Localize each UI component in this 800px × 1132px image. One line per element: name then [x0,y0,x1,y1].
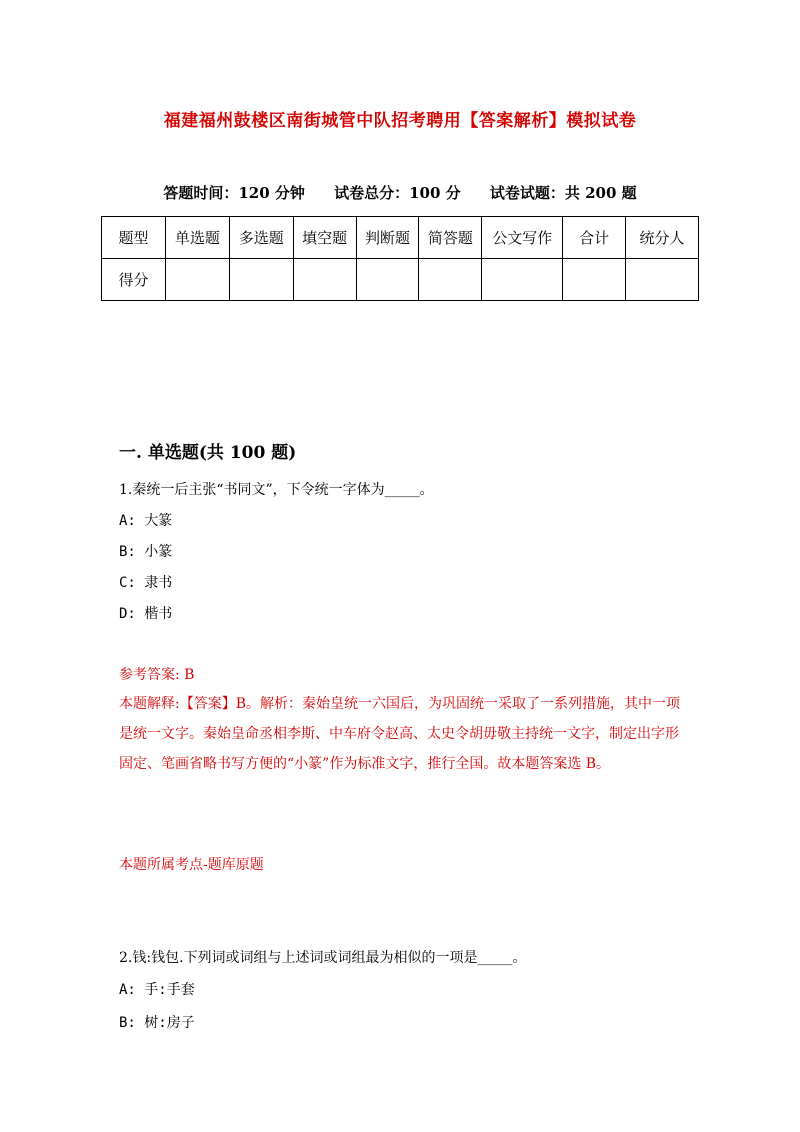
question-1-topic: 本题所属考点-题库原题 [119,857,264,873]
header-cell: 合计 [563,217,626,259]
header-cell: 多选题 [229,217,293,259]
score-cell [356,259,419,301]
header-cell: 填空题 [293,217,356,259]
exam-meta [0,182,800,203]
question-1-option-c: C: 隶书 [119,575,173,591]
header-cell: 统分人 [626,217,699,259]
score-cell [419,259,482,301]
question-2-option-b: B: 树:房子 [119,1015,195,1031]
score-cell [293,259,356,301]
section-heading: 一. 单选题(共 100 题) [119,443,297,463]
exam-total-questions: 试卷试题：共 200 题 [489,184,637,202]
score-cell [165,259,229,301]
header-cell: 判断题 [356,217,419,259]
header-cell: 单选题 [165,217,229,259]
row-label-cell: 得分 [102,259,166,301]
header-cell: 题型 [102,217,166,259]
score-cell [229,259,293,301]
score-cell [563,259,626,301]
question-1-explanation: 本题解释:【答案】B。解析：秦始皇统一六国后，为巩固统一采取了一系列措施，其中一项是统一文字。秦始皇命丞相李斯、中车府令赵高、太史令胡毋敬主持统一文字，制定出字形固定、笔画省略书写方便的“小篆”作为标准文字，推行全国。故本题答案选 B。 [119,696,681,772]
exam-total-score: 试卷总分：100 分 [334,184,461,202]
question-1-option-a: A: 大篆 [119,513,173,529]
score-table-score-row [102,259,699,301]
score-table [101,216,699,301]
question-1-stem: 1.秦统一后主张“书同文”，下令统一字体为_____。 [119,482,434,498]
header-cell: 简答题 [419,217,482,259]
question-1-option-d: D: 楷书 [119,606,173,622]
score-cell [626,259,699,301]
question-1-answer: 参考答案: B [119,667,195,683]
score-cell [482,259,563,301]
exam-time: 答题时间：120 分钟 [163,184,305,202]
document-title: 福建福州鼓楼区南街城管中队招考聘用【答案解析】模拟试卷 [163,111,637,131]
header-cell: 公文写作 [482,217,563,259]
score-table-header-row [102,217,699,259]
question-2-stem: 2.钱:钱包.下列词或词组与上述词或词组最为相似的一项是_____。 [119,950,527,966]
question-1-option-b: B: 小篆 [119,544,173,560]
question-2-option-a: A: 手:手套 [119,982,195,998]
